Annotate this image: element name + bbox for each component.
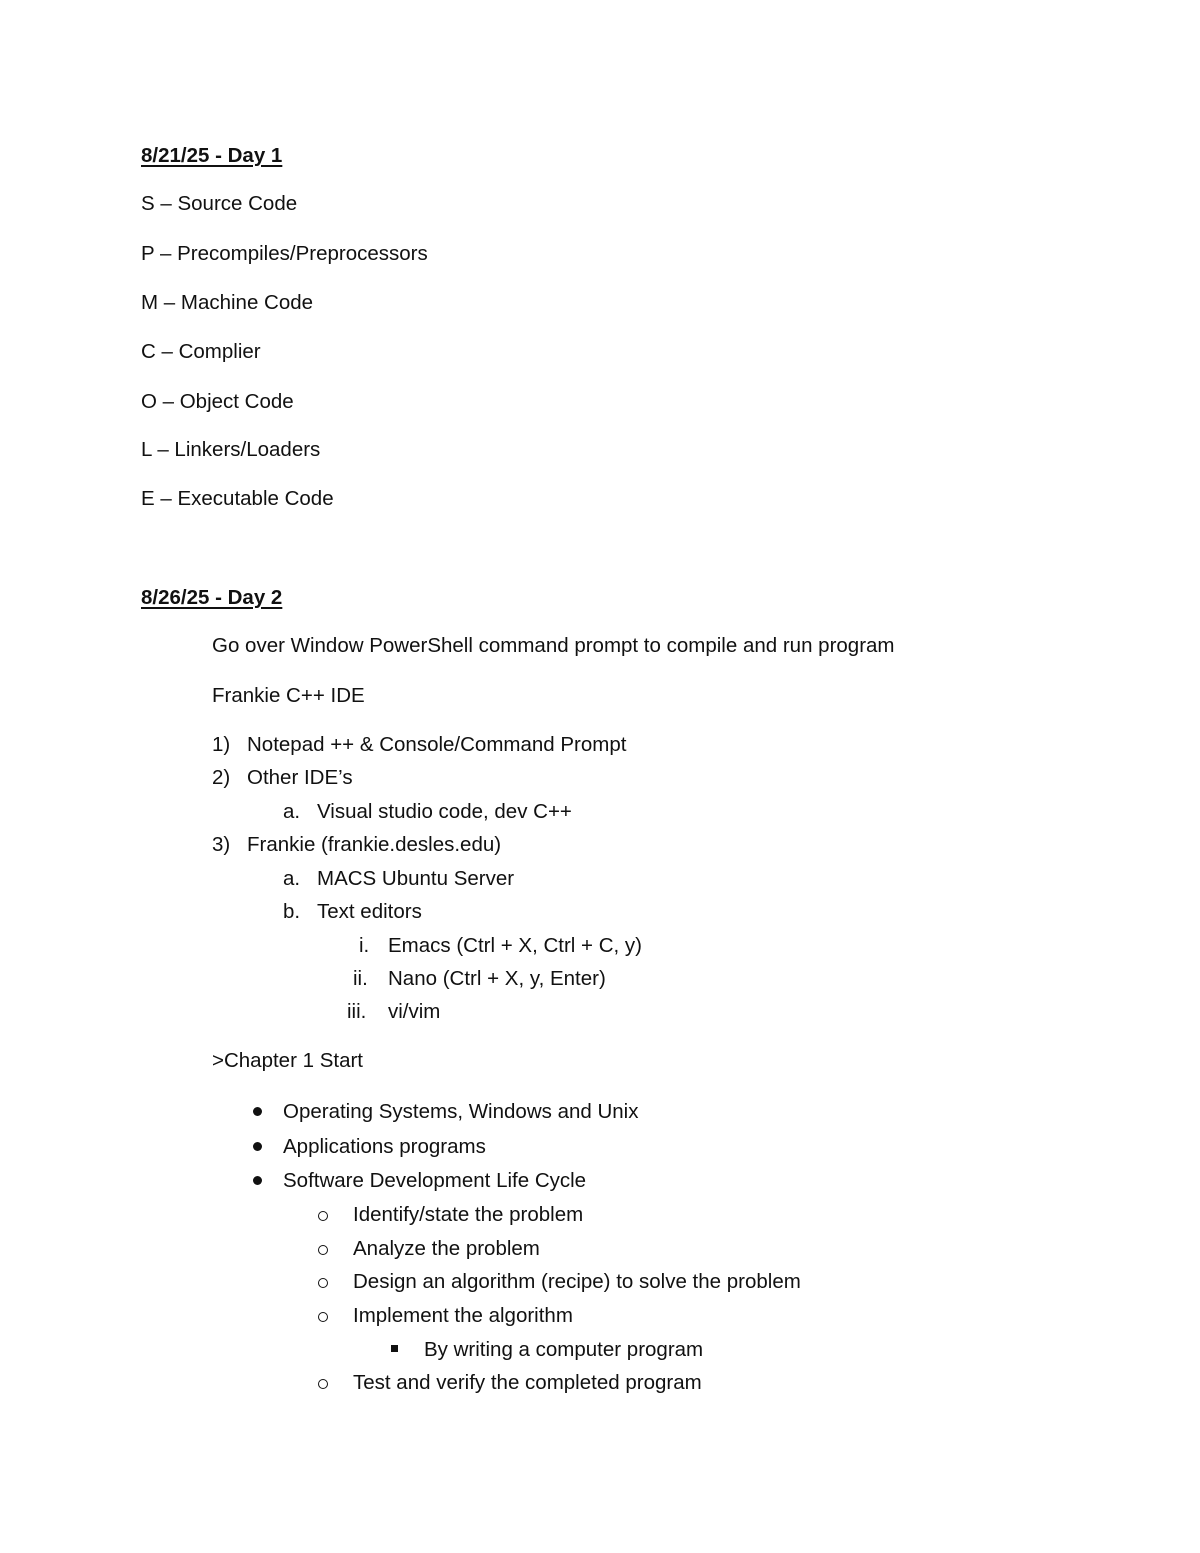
list-item-vim: vi/vim (388, 1000, 441, 1023)
list-marker-3b-iii: iii. (347, 1000, 367, 1023)
day1-item-precompiles: P – Precompiles/Preprocessors (141, 242, 428, 265)
list-item-other-ides: Other IDE’s (247, 766, 353, 789)
list-item-ubuntu: MACS Ubuntu Server (317, 867, 515, 890)
list-item-emacs: Emacs (Ctrl + X, Ctrl + C, y) (388, 934, 642, 957)
circle-bullet-icon (318, 1211, 328, 1221)
chapter-heading: >Chapter 1 Start (212, 1049, 363, 1072)
bullet-dot-icon (253, 1176, 262, 1185)
list-marker-3b: b. (283, 900, 301, 923)
circle-bullet-icon (318, 1245, 328, 1255)
sdlc-step-design: Design an algorithm (recipe) to solve the problem (353, 1270, 801, 1293)
day2-intro: Go over Window PowerShell command prompt to compile and run program (212, 634, 895, 657)
list-marker-1: 1) (212, 733, 231, 756)
day1-item-compiler: C – Complier (141, 340, 261, 363)
day1-item-object: O – Object Code (141, 390, 294, 413)
implement-sub-item: By writing a computer program (424, 1338, 704, 1361)
sdlc-step-analyze: Analyze the problem (353, 1237, 540, 1260)
bullet-item-apps: Applications programs (283, 1135, 486, 1158)
bullet-item-sdlc: Software Development Life Cycle (283, 1169, 587, 1192)
bullet-dot-icon (253, 1142, 262, 1151)
bullet-item-os: Operating Systems, Windows and Unix (283, 1100, 639, 1123)
day1-item-machine: M – Machine Code (141, 291, 314, 314)
list-item-frankie: Frankie (frankie.desles.edu) (247, 833, 502, 856)
bullet-dot-icon (253, 1107, 262, 1116)
list-item-nano: Nano (Ctrl + X, y, Enter) (388, 967, 606, 990)
list-marker-3a: a. (283, 867, 301, 890)
sdlc-step-test: Test and verify the completed program (353, 1371, 702, 1394)
list-marker-3b-ii: ii. (353, 967, 368, 990)
list-marker-2a: a. (283, 800, 301, 823)
list-marker-3: 3) (212, 833, 231, 856)
sdlc-step-implement: Implement the algorithm (353, 1304, 573, 1327)
day2-heading: 8/26/25 - Day 2 (141, 586, 283, 609)
day1-heading: 8/21/25 - Day 1 (141, 144, 283, 167)
day1-item-source: S – Source Code (141, 192, 298, 215)
sdlc-step-identify: Identify/state the problem (353, 1203, 584, 1226)
circle-bullet-icon (318, 1278, 328, 1288)
list-marker-2: 2) (212, 766, 231, 789)
day1-item-executable: E – Executable Code (141, 487, 334, 510)
list-marker-3b-i: i. (359, 934, 370, 957)
circle-bullet-icon (318, 1379, 328, 1389)
day2-ide-title: Frankie C++ IDE (212, 684, 365, 707)
day1-item-linkers: L – Linkers/Loaders (141, 438, 321, 461)
circle-bullet-icon (318, 1312, 328, 1322)
list-item-notepad: Notepad ++ & Console/Command Prompt (247, 733, 627, 756)
square-bullet-icon (391, 1345, 398, 1352)
list-item-text-editors: Text editors (317, 900, 422, 923)
list-item-vscode: Visual studio code, dev C++ (317, 800, 572, 823)
